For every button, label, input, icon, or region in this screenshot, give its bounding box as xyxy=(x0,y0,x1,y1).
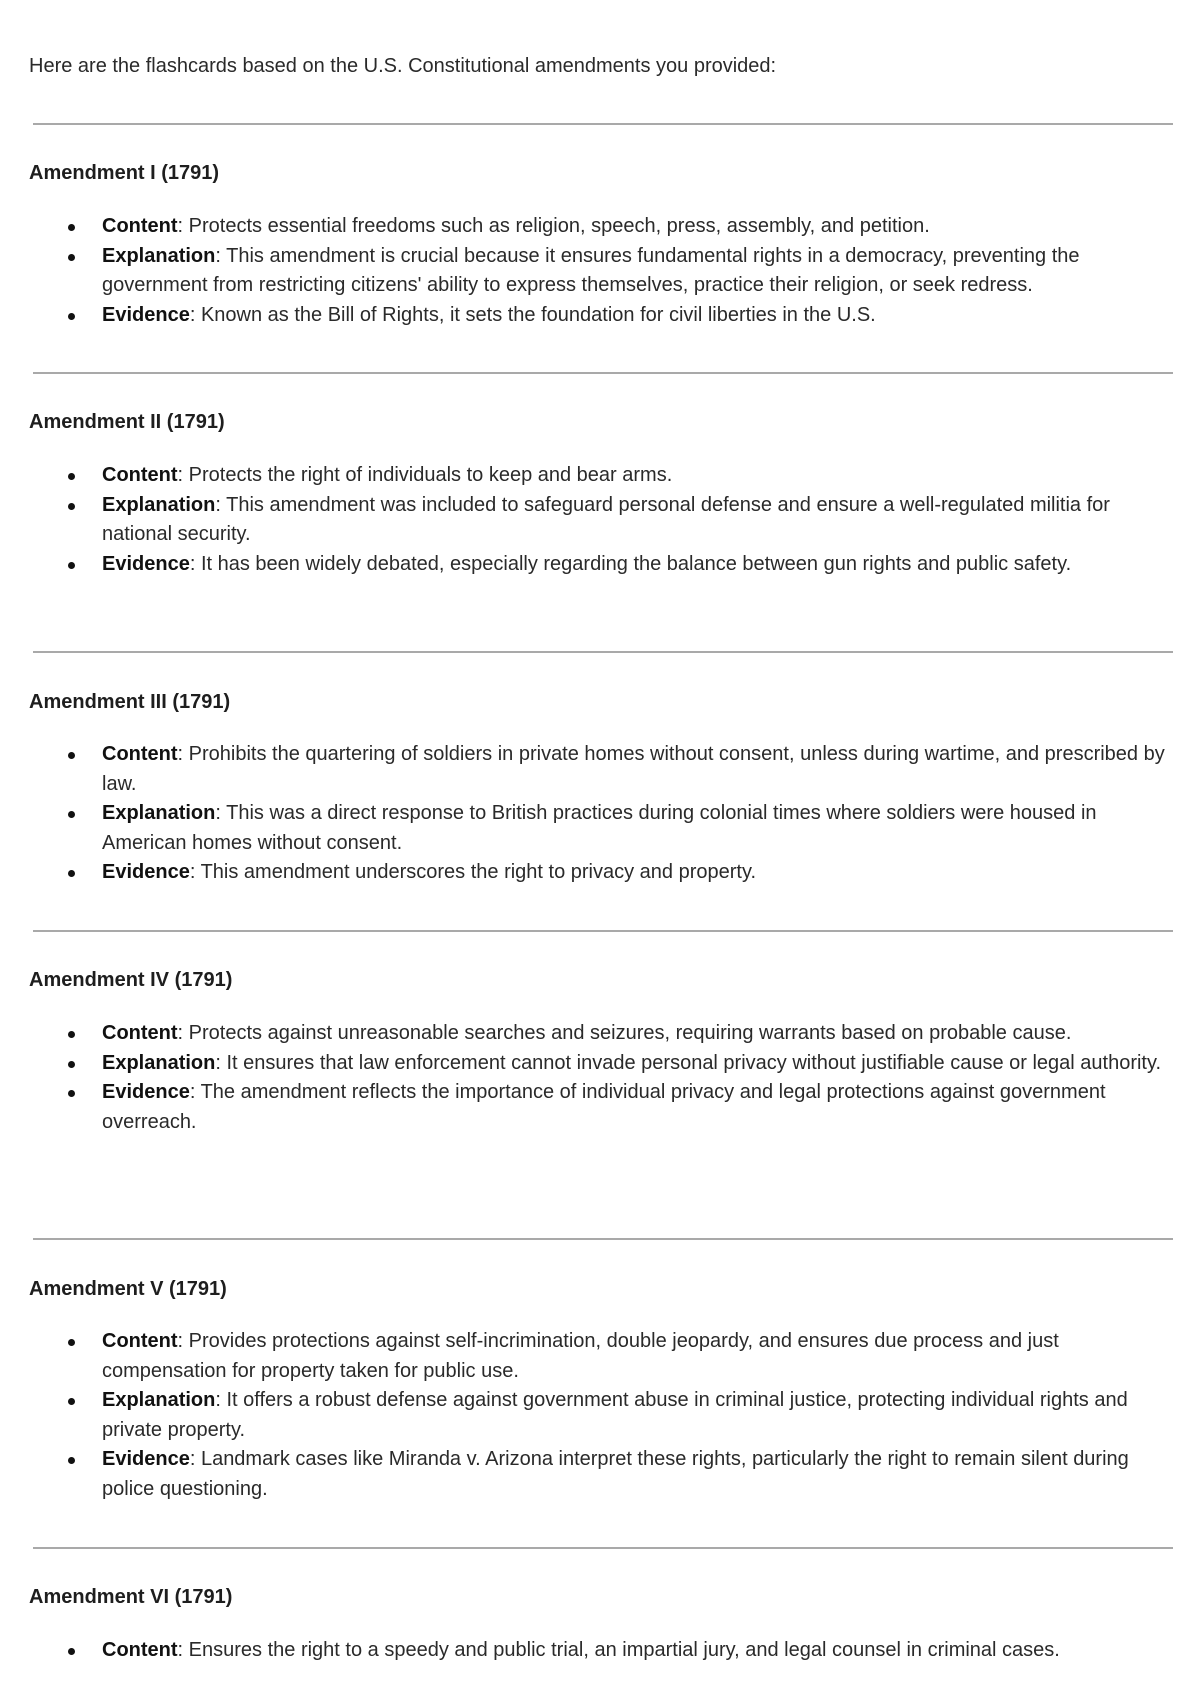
item-text: : Ensures the right to a speedy and public trial, an impartial jury, and legal counsel in criminal cases. xyxy=(177,1639,1060,1661)
amendment-details-list xyxy=(0,740,1200,888)
item-text: : Prohibits the quartering of soldiers in private homes without consent, unless during wartime, and prescribed by law. xyxy=(102,743,1165,795)
item-text: : This amendment underscores the right to privacy and property. xyxy=(189,861,757,883)
item-label: Explanation xyxy=(102,1389,216,1411)
item-text: : It ensures that law enforcement cannot invade personal privacy without justifiable cause or legal authority. xyxy=(215,1051,1162,1074)
amendment-heading: Amendment V (1791) xyxy=(29,1278,227,1300)
item-text: : Provides protections against self-incrimination, double jeopardy, and ensures due process and just compensation for property taken for public use. xyxy=(102,1330,1059,1382)
explanation-item xyxy=(0,1049,1200,1079)
amendment-heading: Amendment I (1791) xyxy=(29,162,220,184)
explanation-item xyxy=(0,491,1200,550)
evidence-item xyxy=(0,301,1200,331)
section-divider xyxy=(33,1547,1173,1549)
item-text: : It has been widely debated, especially regarding the balance between gun rights and public safety. xyxy=(189,552,1072,575)
evidence-item xyxy=(0,1445,1200,1504)
amendment-details-list xyxy=(0,1636,1200,1666)
amendment-heading: Amendment IV (1791) xyxy=(29,969,233,991)
explanation-item xyxy=(0,1386,1200,1445)
amendment-details-list xyxy=(0,1327,1200,1504)
content-item xyxy=(0,740,1200,799)
item-text: : Known as the Bill of Rights, it sets the foundation for civil liberties in the U.S. xyxy=(189,303,876,326)
item-label: Evidence xyxy=(102,861,190,883)
content-item xyxy=(0,1636,1200,1666)
item-label: Content xyxy=(102,1639,178,1661)
section-divider xyxy=(33,651,1173,653)
amendment-details-list xyxy=(0,461,1200,579)
evidence-item xyxy=(0,1078,1200,1137)
item-label: Evidence xyxy=(102,552,190,575)
section-divider xyxy=(33,372,1173,374)
content-item xyxy=(0,1327,1200,1386)
item-label: Content xyxy=(102,464,178,486)
amendment-details-list xyxy=(0,212,1200,330)
amendment-heading: Amendment III (1791) xyxy=(29,691,231,713)
item-label: Explanation xyxy=(102,1051,216,1074)
amendment-details-list xyxy=(0,1019,1200,1137)
item-label: Explanation xyxy=(102,244,216,267)
intro-text: Here are the flashcards based on the U.S. Constitutional amendments you provided: xyxy=(29,55,777,77)
item-text: : Protects essential freedoms such as religion, speech, press, assembly, and petition. xyxy=(177,215,930,237)
explanation-item xyxy=(0,242,1200,301)
item-label: Explanation xyxy=(102,493,216,516)
item-label: Content xyxy=(102,1022,178,1044)
item-label: Explanation xyxy=(102,802,216,824)
item-text: : This amendment was included to safeguard personal defense and ensure a well-regulated militia for national security. xyxy=(102,493,1110,545)
content-item xyxy=(0,461,1200,491)
item-text: : The amendment reflects the importance of individual privacy and legal protections against government overreach. xyxy=(102,1081,1106,1133)
item-label: Evidence xyxy=(102,303,190,326)
item-label: Content xyxy=(102,743,178,765)
section-divider xyxy=(33,930,1173,932)
item-text: : Protects the right of individuals to keep and bear arms. xyxy=(177,464,673,486)
section-divider xyxy=(33,1238,1173,1240)
amendment-heading: Amendment II (1791) xyxy=(29,411,225,433)
item-label: Evidence xyxy=(102,1081,190,1103)
item-label: Content xyxy=(102,215,178,237)
evidence-item xyxy=(0,550,1200,580)
evidence-item xyxy=(0,858,1200,888)
explanation-item xyxy=(0,799,1200,858)
section-divider xyxy=(33,123,1173,125)
item-label: Evidence xyxy=(102,1448,190,1470)
item-text: : This amendment is crucial because it ensures fundamental rights in a democracy, preventing the government from restricting citizens' ability to express themselves, practice their religion, or seek redress. xyxy=(102,244,1080,296)
content-item xyxy=(0,1019,1200,1049)
item-text: : Protects against unreasonable searches and seizures, requiring warrants based on probable cause. xyxy=(177,1022,1072,1044)
amendment-heading: Amendment VI (1791) xyxy=(29,1586,233,1608)
item-text: : This was a direct response to British practices during colonial times where soldiers were housed in American homes without consent. xyxy=(102,802,1097,854)
item-label: Content xyxy=(102,1330,178,1352)
item-text: : Landmark cases like Miranda v. Arizona interpret these rights, particularly the right to remain silent during police questioning. xyxy=(102,1448,1129,1500)
content-item xyxy=(0,212,1200,242)
item-text: : It offers a robust defense against government abuse in criminal justice, protecting individual rights and private property. xyxy=(102,1389,1128,1441)
